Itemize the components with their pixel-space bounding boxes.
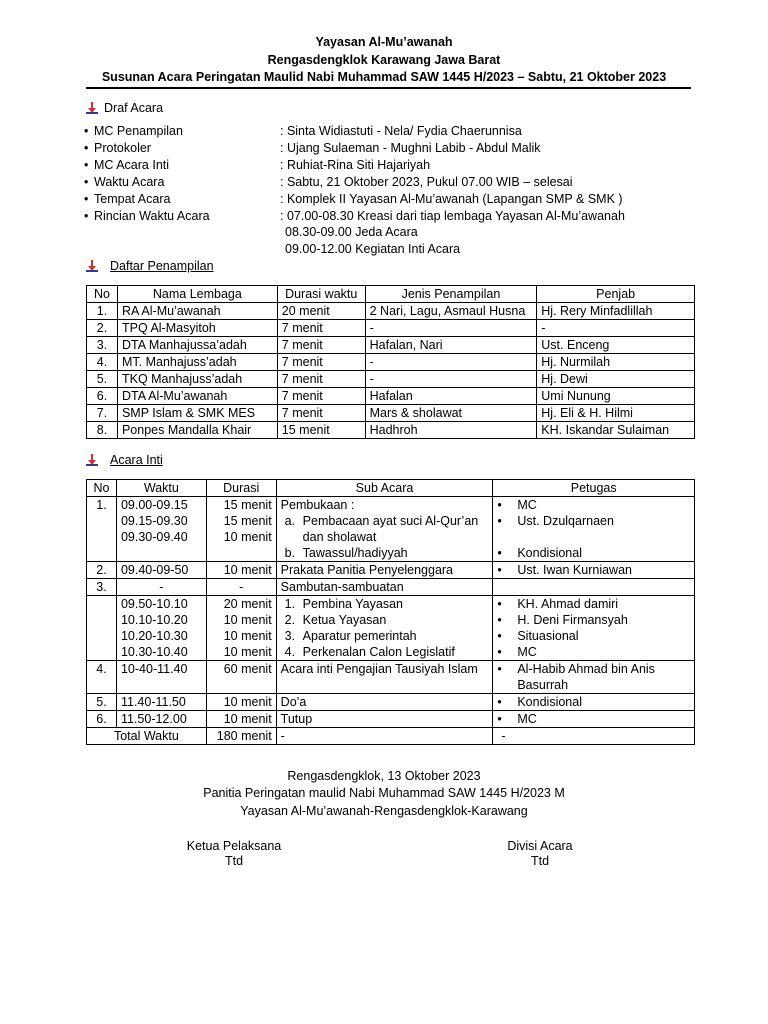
petugas-value: Situasional — [517, 629, 579, 643]
arrow-bullet-icon — [86, 102, 98, 114]
inti-header: Waktu — [116, 480, 206, 497]
penampilan-cell: 6. — [87, 388, 118, 405]
sub-item: Pembacaan ayat suci Al-Qur’an — [302, 514, 479, 528]
penampilan-cell: 8. — [87, 422, 118, 439]
inti-waktu: 09.40-09-50 — [116, 562, 206, 579]
inti-row — [87, 694, 695, 711]
penampilan-cell: MT. Manhajuss’adah — [117, 354, 277, 371]
time-value: 09.30-09.40 — [120, 530, 188, 544]
bullet-icon: • — [84, 158, 89, 172]
draf-item-label: MC Acara Inti — [94, 158, 170, 172]
penampilan-cell: Mars & sholawat — [365, 405, 537, 422]
penampilan-cell: KH. Iskandar Sulaiman — [537, 422, 695, 439]
penampilan-cell: Hadhroh — [365, 422, 537, 439]
penampilan-row — [87, 422, 695, 439]
penampilan-header: Nama Lembaga — [117, 286, 277, 303]
draf-item-value: : Ujang Sulaeman - Mughni Labib - Abdul Malik — [280, 141, 541, 155]
draf-item — [84, 141, 541, 158]
sub-item: Perkenalan Calon Legislatif — [302, 645, 455, 659]
inti-sub: Sambutan-sambuatan — [276, 579, 493, 596]
footer-org: Yayasan Al-Mu’awanah-Rengasdengklok-Karawang — [240, 804, 528, 818]
penampilan-header: Durasi waktu — [277, 286, 365, 303]
inti-durasi: 10 menit — [206, 562, 276, 579]
header-location: Rengasdengklok Karawang Jawa Barat — [267, 53, 501, 67]
sub-item: Tawassul/hadiyyah — [302, 546, 408, 560]
penampilan-header: Penjab — [537, 286, 695, 303]
duration-value: 10 menit — [223, 530, 272, 544]
inti-waktu: - — [116, 579, 206, 596]
draf-item-label: Tempat Acara — [94, 192, 171, 206]
bullet-icon: • — [84, 141, 89, 155]
penampilan-cell: SMP Islam & SMK MES — [117, 405, 277, 422]
draf-item-value: : Sinta Widiastuti - Nela/ Fydia Chaerunnisa — [280, 124, 522, 138]
draf-item — [84, 124, 522, 141]
inti-durasi: - — [206, 579, 276, 596]
penampilan-cell: Hafalan — [365, 388, 537, 405]
petugas-value: H. Deni Firmansyah — [517, 613, 628, 627]
list-marker: 2. — [284, 613, 296, 627]
sub-item: Ketua Yayasan — [302, 613, 387, 627]
sub-item: Aparatur pemerintah — [302, 629, 417, 643]
draf-item — [84, 158, 431, 175]
penampilan-cell: 7 menit — [277, 371, 365, 388]
section-draf — [86, 101, 163, 115]
penampilan-cell: 4. — [87, 354, 118, 371]
arrow-bullet-icon — [86, 454, 98, 466]
penampilan-cell: TPQ Al-Masyitoh — [117, 320, 277, 337]
duration-value: 20 menit — [223, 597, 272, 611]
penampilan-cell: - — [365, 320, 537, 337]
penampilan-cell: 7 menit — [277, 320, 365, 337]
bullet-icon: • — [497, 629, 502, 643]
penampilan-cell: 5. — [87, 371, 118, 388]
inti-waktu: 11.50-12.00 — [116, 711, 206, 728]
duration-value: 10 menit — [223, 629, 272, 643]
inti-waktu — [116, 596, 206, 661]
section-penampilan — [86, 259, 214, 273]
penampilan-cell: Hafalan, Nari — [365, 337, 537, 354]
bullet-icon: • — [497, 712, 502, 726]
inti-petugas — [493, 562, 695, 579]
draf-title: Draf Acara — [104, 101, 164, 115]
duration-value: 10 menit — [223, 613, 272, 627]
petugas-value: Ust. Dzulqarnaen — [517, 514, 614, 528]
draf-item-label: Waktu Acara — [94, 175, 165, 189]
inti-row — [87, 661, 695, 694]
inti-sub — [276, 497, 493, 562]
penampilan-cell: 1. — [87, 303, 118, 320]
footer-place-date: Rengasdengklok, 13 Oktober 2023 — [287, 769, 481, 783]
penampilan-cell: 20 menit — [277, 303, 365, 320]
inti-row — [87, 579, 695, 596]
arrow-bullet-icon — [86, 260, 98, 272]
penampilan-cell: 3. — [87, 337, 118, 354]
inti-durasi — [206, 497, 276, 562]
bullet-icon: • — [497, 695, 502, 709]
penampilan-cell: 7 menit — [277, 337, 365, 354]
petugas-value: MC — [517, 712, 537, 726]
draf-item-label: MC Penampilan — [94, 124, 183, 138]
time-value: 10.30-10.40 — [120, 645, 188, 659]
draf-item — [84, 192, 623, 209]
list-marker: 1. — [284, 597, 296, 611]
total-duration: 180 menit — [206, 728, 276, 745]
list-marker: a. — [284, 514, 296, 528]
penampilan-cell: 7. — [87, 405, 118, 422]
petugas-value: Ust. Iwan Kurniawan — [517, 563, 632, 577]
total-label: Total Waktu — [87, 728, 207, 745]
inti-sub — [276, 596, 493, 661]
inti-no: 2. — [87, 562, 117, 579]
inti-table — [86, 479, 695, 745]
inti-no: 3. — [87, 579, 117, 596]
penampilan-cell: 2. — [87, 320, 118, 337]
draf-item-value: : Ruhiat-Rina Siti Hajariyah — [280, 158, 431, 172]
draf-extra-2: 09.00-12.00 Kegiatan Inti Acara — [285, 242, 461, 256]
bullet-icon: • — [84, 209, 89, 223]
draf-item — [84, 209, 625, 226]
petugas-value-cont: Basurrah — [517, 678, 569, 692]
draf-item-value: : Komplek II Yayasan Al-Mu’awanah (Lapangan SMP & SMK ) — [280, 192, 623, 206]
time-value: 09.50-10.10 — [120, 597, 188, 611]
sub-item: Pembina Yayasan — [302, 597, 403, 611]
list-marker: 3. — [284, 629, 296, 643]
bullet-icon: • — [84, 175, 89, 189]
inti-header: Petugas — [493, 480, 695, 497]
inti-row — [87, 497, 695, 562]
inti-waktu: 10-40-11.40 — [116, 661, 206, 694]
bullet-icon: • — [497, 498, 502, 512]
penampilan-cell: Ponpes Mandalla Khair — [117, 422, 277, 439]
penampilan-row — [87, 320, 695, 337]
draf-item-label: Protokoler — [94, 141, 151, 155]
signature-left-title: Ketua Pelaksana — [186, 839, 282, 853]
inti-durasi — [206, 596, 276, 661]
inti-waktu: 11.40-11.50 — [116, 694, 206, 711]
draf-item-label: Rincian Waktu Acara — [94, 209, 210, 223]
petugas-value: MC — [517, 498, 537, 512]
bullet-icon: • — [84, 124, 89, 138]
petugas-value: MC — [517, 645, 537, 659]
penampilan-cell: Ust. Enceng — [537, 337, 695, 354]
inti-petugas — [493, 711, 695, 728]
header-foundation: Yayasan Al-Mu’awanah — [315, 35, 453, 49]
sub-item-cont: dan sholawat — [302, 530, 377, 544]
penampilan-row — [87, 337, 695, 354]
inti-title: Acara Inti — [110, 453, 163, 467]
inti-petugas — [493, 579, 695, 596]
list-marker: b. — [284, 546, 296, 560]
total-petugas: - — [493, 728, 695, 745]
header-title: Susunan Acara Peringatan Maulid Nabi Muhammad SAW 1445 H/2023 – Sabtu, 21 Oktober 2023 — [101, 70, 667, 84]
penampilan-row — [87, 405, 695, 422]
penampilan-cell: - — [537, 320, 695, 337]
bullet-icon: • — [497, 514, 502, 528]
penampilan-cell: DTA Al-Mu’awanah — [117, 388, 277, 405]
signature-right-ttd: Ttd — [530, 854, 550, 868]
petugas-value: KH. Ahmad damiri — [517, 597, 619, 611]
inti-sub: Acara inti Pengajian Tausiyah Islam — [276, 661, 493, 694]
penampilan-cell: TKQ Manhajuss’adah — [117, 371, 277, 388]
penampilan-header: No — [87, 286, 118, 303]
penampilan-cell: 7 menit — [277, 354, 365, 371]
inti-no: 5. — [87, 694, 117, 711]
inti-no: 1. — [87, 497, 117, 562]
signature-left — [154, 839, 314, 868]
bullet-icon: • — [497, 546, 502, 560]
inti-sub: Tutup — [276, 711, 493, 728]
inti-header: No — [87, 480, 117, 497]
penampilan-cell: - — [365, 371, 537, 388]
time-value: 09.00-09.15 — [120, 498, 188, 512]
inti-no — [87, 596, 117, 661]
section-inti — [86, 453, 163, 467]
header-rule — [86, 87, 691, 89]
time-value: 09.15-09.30 — [120, 514, 188, 528]
inti-row — [87, 596, 695, 661]
bullet-icon: • — [497, 613, 502, 627]
duration-value: 15 menit — [223, 498, 272, 512]
inti-petugas — [493, 661, 695, 694]
inti-header: Durasi — [206, 480, 276, 497]
inti-row — [87, 711, 695, 728]
penampilan-row — [87, 371, 695, 388]
inti-durasi: 10 menit — [206, 694, 276, 711]
total-sub: - — [276, 728, 493, 745]
penampilan-cell: RA Al-Mu’awanah — [117, 303, 277, 320]
penampilan-cell: Hj. Nurmilah — [537, 354, 695, 371]
inti-durasi: 60 menit — [206, 661, 276, 694]
penampilan-cell: Hj. Rery Minfadlillah — [537, 303, 695, 320]
penampilan-header: Jenis Penampilan — [365, 286, 537, 303]
sub-title: Pembukaan : — [280, 498, 355, 512]
penampilan-cell: Umi Nunung — [537, 388, 695, 405]
draf-item — [84, 175, 573, 192]
list-marker: 4. — [284, 645, 296, 659]
signature-right-title: Divisi Acara — [507, 839, 573, 853]
penampilan-row — [87, 303, 695, 320]
bullet-icon: • — [84, 192, 89, 206]
bullet-icon: • — [497, 563, 502, 577]
inti-no: 4. — [87, 661, 117, 694]
penampilan-row — [87, 388, 695, 405]
signature-right — [460, 839, 620, 868]
inti-no: 6. — [87, 711, 117, 728]
time-value: 10.10-10.20 — [120, 613, 188, 627]
draf-item-value: : Sabtu, 21 Oktober 2023, Pukul 07.00 WIB – selesai — [280, 175, 573, 189]
penampilan-cell: DTA Manhajussa’adah — [117, 337, 277, 354]
duration-value: 15 menit — [223, 514, 272, 528]
footer-committee: Panitia Peringatan maulid Nabi Muhammad SAW 1445 H/2023 M — [203, 786, 565, 800]
inti-waktu — [116, 497, 206, 562]
inti-petugas — [493, 694, 695, 711]
penampilan-table — [86, 285, 695, 439]
bullet-icon: • — [497, 662, 502, 676]
penampilan-cell: 15 menit — [277, 422, 365, 439]
bullet-icon: • — [497, 645, 502, 659]
bullet-icon: • — [497, 597, 502, 611]
inti-petugas — [493, 497, 695, 562]
inti-header: Sub Acara — [276, 480, 493, 497]
duration-value: 10 menit — [223, 645, 272, 659]
inti-row — [87, 562, 695, 579]
inti-durasi: 10 menit — [206, 711, 276, 728]
time-value: 10.20-10.30 — [120, 629, 188, 643]
draf-extra-1: 08.30-09.00 Jeda Acara — [285, 225, 418, 239]
penampilan-cell: Hj. Eli & H. Hilmi — [537, 405, 695, 422]
petugas-value: Al-Habib Ahmad bin Anis — [517, 662, 655, 676]
draf-item-value: : 07.00-08.30 Kreasi dari tiap lembaga Yayasan Al-Mu’awanah — [280, 209, 625, 223]
penampilan-cell: 7 menit — [277, 388, 365, 405]
penampilan-title: Daftar Penampilan — [110, 259, 214, 273]
penampilan-row — [87, 354, 695, 371]
petugas-value: Kondisional — [517, 695, 582, 709]
inti-sub: Do’a — [276, 694, 493, 711]
penampilan-cell: 7 menit — [277, 405, 365, 422]
signature-left-ttd: Ttd — [224, 854, 244, 868]
penampilan-cell: 2 Nari, Lagu, Asmaul Husna — [365, 303, 537, 320]
inti-total-row — [87, 728, 695, 745]
penampilan-cell: Hj. Dewi — [537, 371, 695, 388]
inti-sub: Prakata Panitia Penyelenggara — [276, 562, 493, 579]
petugas-value: Kondisional — [517, 546, 582, 560]
inti-petugas — [493, 596, 695, 661]
penampilan-cell: - — [365, 354, 537, 371]
